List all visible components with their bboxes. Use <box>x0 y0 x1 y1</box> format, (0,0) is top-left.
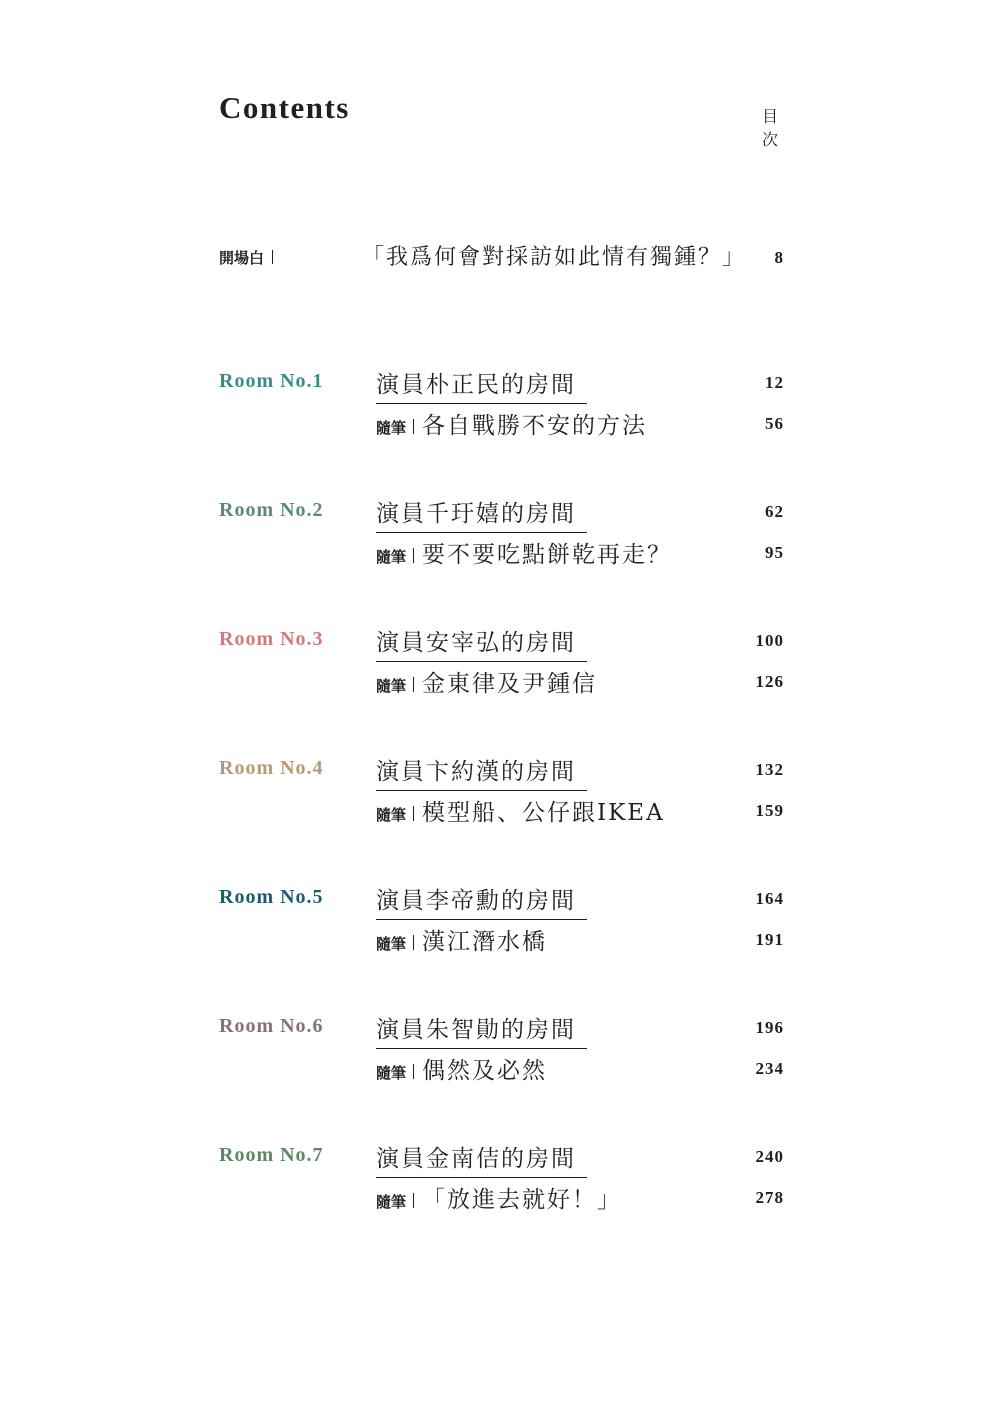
page-title-chinese: 目 次 <box>761 107 784 149</box>
room-title: 演員李帝勳的房間 <box>376 882 587 920</box>
room-label: Room No.4 <box>219 757 324 779</box>
room-label: Room No.7 <box>219 1144 324 1166</box>
divider <box>413 1193 414 1208</box>
room-title: 演員金南佶的房間 <box>376 1140 587 1178</box>
room-title: 演員千玗嬉的房間 <box>376 495 587 533</box>
room-page-number: 164 <box>755 889 784 908</box>
essay-label: 隨筆 <box>376 419 407 437</box>
divider <box>413 548 414 563</box>
essay-entry <box>376 665 597 698</box>
essay-page-number: 191 <box>755 930 784 949</box>
essay-entry <box>376 923 547 956</box>
prologue-label <box>219 247 273 268</box>
essay-page-number: 278 <box>755 1188 784 1207</box>
room-label: Room No.2 <box>219 499 324 521</box>
room-label: Room No.1 <box>219 370 324 392</box>
divider <box>272 250 273 264</box>
essay-title: 偶然及必然 <box>422 1058 548 1084</box>
essay-label: 隨筆 <box>376 677 407 695</box>
essay-title: 「放進去就好！」 <box>422 1187 623 1213</box>
divider <box>413 419 414 434</box>
room-title: 演員朱智勛的房間 <box>376 1011 587 1049</box>
divider <box>413 806 414 821</box>
essay-entry <box>376 536 672 569</box>
essay-entry <box>376 1052 547 1085</box>
essay-title: 各自戰勝不安的方法 <box>422 413 648 439</box>
essay-entry <box>376 1181 622 1214</box>
room-title: 演員朴正民的房間 <box>376 366 587 404</box>
divider <box>413 1064 414 1079</box>
room-label: Room No.3 <box>219 628 324 650</box>
essay-page-number: 56 <box>765 414 784 433</box>
essay-title: 模型船、公仔跟IKEA <box>422 800 665 826</box>
essay-entry <box>376 407 647 440</box>
essay-label: 隨筆 <box>376 806 407 824</box>
room-page-number: 12 <box>765 373 784 392</box>
prologue-title: 「我爲何會對採訪如此情有獨鍾？」 <box>362 245 747 270</box>
room-page-number: 100 <box>755 631 784 650</box>
essay-page-number: 95 <box>765 543 784 562</box>
room-title: 演員卞約漢的房間 <box>376 753 587 791</box>
divider <box>413 935 414 950</box>
room-label: Room No.5 <box>219 886 324 908</box>
essay-page-number: 126 <box>755 672 784 691</box>
essay-title: 金東律及尹鍾信 <box>422 671 598 697</box>
room-page-number: 196 <box>755 1018 784 1037</box>
essay-label: 隨筆 <box>376 1193 407 1211</box>
room-title: 演員安宰弘的房間 <box>376 624 587 662</box>
page-title: Contents <box>219 90 350 125</box>
essay-entry <box>376 794 665 827</box>
essay-title: 漢江潛水橋 <box>422 929 548 955</box>
essay-title: 要不要吃點餅乾再走？ <box>422 542 673 568</box>
essay-label: 隨筆 <box>376 1064 407 1082</box>
room-label: Room No.6 <box>219 1015 324 1037</box>
prologue-page-number: 8 <box>774 248 784 267</box>
essay-label: 隨筆 <box>376 548 407 566</box>
essay-label: 隨筆 <box>376 935 407 953</box>
prologue-label-text: 開場白 <box>219 249 265 267</box>
room-page-number: 62 <box>765 502 784 521</box>
essay-page-number: 234 <box>755 1059 784 1078</box>
divider <box>413 677 414 692</box>
room-page-number: 240 <box>755 1147 784 1166</box>
essay-page-number: 159 <box>755 801 784 820</box>
room-page-number: 132 <box>755 760 784 779</box>
